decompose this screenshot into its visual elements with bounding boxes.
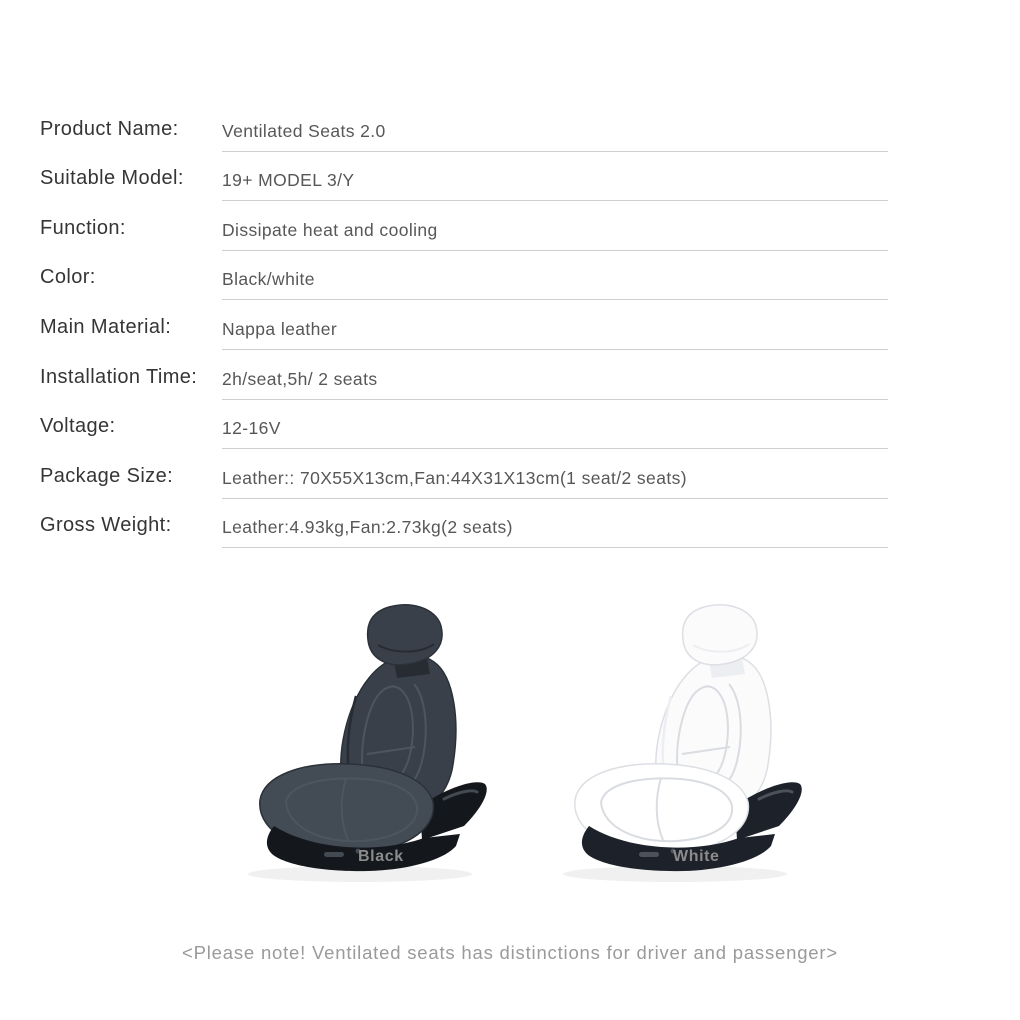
- black-seat-image: [228, 588, 508, 888]
- spec-label: Function:: [40, 216, 126, 239]
- spec-value: Nappa leather: [222, 318, 338, 339]
- spec-label: Installation Time:: [40, 365, 198, 388]
- spec-label: Voltage:: [40, 415, 116, 438]
- spec-value: Ventilated Seats 2.0: [222, 120, 386, 141]
- black-seat-figure: [228, 588, 508, 888]
- spec-label: Product Name:: [40, 117, 179, 140]
- spec-value-cell: [222, 102, 888, 152]
- spec-value-cell: [222, 350, 888, 400]
- spec-row-main-material: [40, 300, 888, 350]
- spec-value: Leather:: 70X55X13cm,Fan:44X31X13cm(1 seat/2 seats): [222, 467, 687, 488]
- spec-value-cell: [222, 152, 888, 202]
- spec-value-cell: [222, 400, 888, 450]
- spec-table: [40, 102, 888, 548]
- black-seat-label: Black: [358, 848, 404, 865]
- white-seat-figure: [543, 588, 823, 888]
- spec-row-gross-weight: [40, 499, 888, 549]
- spec-row-voltage: [40, 400, 888, 450]
- spec-value: Dissipate heat and cooling: [222, 219, 438, 240]
- spec-value-cell: [222, 251, 888, 301]
- spec-value: 12-16V: [222, 418, 281, 439]
- spec-row-function: [40, 201, 888, 251]
- spec-row-installation-time: [40, 350, 888, 400]
- spec-value: Leather:4.93kg,Fan:2.73kg(2 seats): [222, 517, 513, 538]
- spec-row-suitable-model: [40, 152, 888, 202]
- spec-value-cell: [222, 499, 888, 549]
- spec-value-cell: [222, 300, 888, 350]
- spec-value: 19+ MODEL 3/Y: [222, 170, 355, 191]
- spec-value-cell: [222, 201, 888, 251]
- footer-note: <Please note! Ventilated seats has distinctions for driver and passenger>: [182, 942, 838, 963]
- spec-row-color: [40, 251, 888, 301]
- spec-label: Main Material:: [40, 315, 172, 338]
- spec-row-package-size: [40, 449, 888, 499]
- spec-row-product-name: [40, 102, 888, 152]
- white-seat-image: [543, 588, 823, 888]
- spec-value: 2h/seat,5h/ 2 seats: [222, 368, 378, 389]
- spec-label: Gross Weight:: [40, 514, 172, 537]
- spec-label: Color:: [40, 266, 96, 289]
- spec-label: Package Size:: [40, 464, 174, 487]
- white-seat-label: White: [673, 848, 720, 865]
- spec-value-cell: [222, 449, 888, 499]
- spec-label: Suitable Model:: [40, 167, 184, 190]
- spec-value: Black/white: [222, 269, 315, 290]
